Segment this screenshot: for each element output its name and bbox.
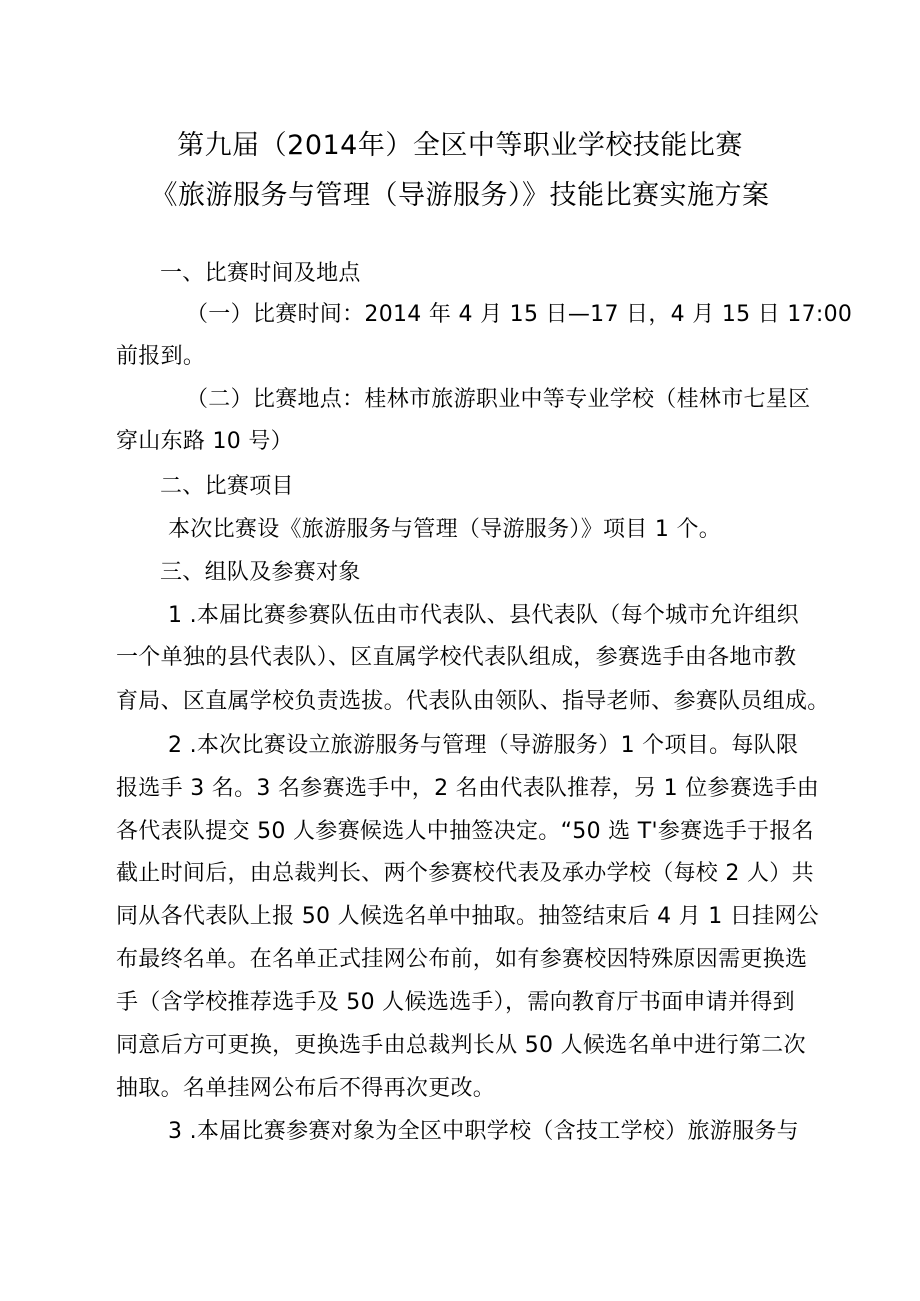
paragraph-line: 本次比赛设《旅游服务与管理（导游服务）》项目 1 个。 (168, 517, 722, 542)
paragraph-line: （二）比赛地点：桂林市旅游职业中等专业学校（桂林市七星区 (186, 387, 811, 412)
paragraph-line: 同意后方可更换，更换选手由总裁判长从 50 人候选名单中进行第二次 (116, 1033, 806, 1058)
section-heading-2: 二、比赛项目 (160, 474, 294, 499)
paragraph-line: （一）比赛时间：2014 年 4 月 15 日—17 日，4 月 15 日 17:00 (186, 302, 853, 327)
paragraph-line: 抽取。名单挂网公布后不得再次更改。 (116, 1076, 496, 1101)
paragraph-line: 一个单独的县代表队）、区直属学校代表队组成，参赛选手由各地市教 (116, 645, 797, 670)
paragraph-line: 截止时间后，由总裁判长、两个参赛校代表及承办学校（每校 2 人）共 (116, 861, 814, 886)
paragraph-line: 穿山东路 10 号） (116, 429, 293, 454)
section-heading-1: 一、比赛时间及地点 (160, 261, 361, 286)
paragraph-line: 手（含学校推荐选手及 50 人候选选手），需向教育厅书面申请并得到 (116, 990, 795, 1015)
paragraph-line: 前报到。 (116, 344, 206, 369)
paragraph-line: 报选手 3 名。3 名参赛选手中，2 名由代表队推荐，另 1 位参赛选手由 (116, 776, 820, 801)
paragraph-line: 1 .本届比赛参赛队伍由市代表队、县代表队（每个城市允许组织 (168, 603, 799, 628)
paragraph-line: 布最终名单。在名单正式挂网公布前，如有参赛校因特殊原因需更换选 (116, 947, 808, 972)
paragraph-line: 3 .本届比赛参赛对象为全区中职学校（含技工学校）旅游服务与 (168, 1119, 799, 1144)
document-title-line-2: 《旅游服务与管理（导游服务）》技能比赛实施方案 (150, 180, 770, 211)
paragraph-line: 同从各代表队上报 50 人候选名单中抽取。抽签结束后 4 月 1 日挂网公 (116, 904, 820, 929)
paragraph-line: 各代表队提交 50 人参赛候选人中抽签决定。“50 选 T'参赛选手于报名 (116, 819, 814, 844)
section-heading-3: 三、组队及参赛对象 (160, 560, 361, 585)
document-title-line-1: 第九届（2014年）全区中等职业学校技能比赛 (177, 130, 743, 161)
paragraph-line: 2 .本次比赛设立旅游服务与管理（导游服务）1 个项目。每队限 (168, 733, 799, 758)
paragraph-line: 育局、区直属学校负责选拔。代表队由领队、指导老师、参赛队员组成。 (116, 689, 830, 714)
